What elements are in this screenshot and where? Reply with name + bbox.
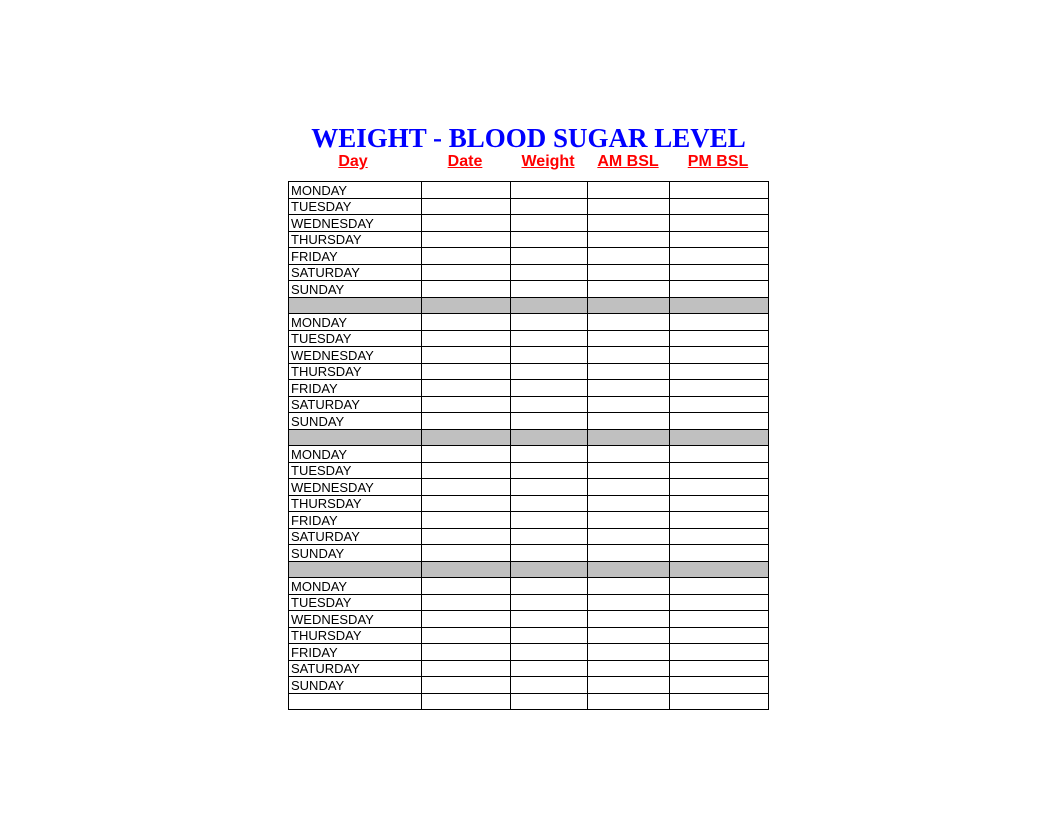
date-cell[interactable] [422,330,511,347]
date-cell[interactable] [422,627,511,644]
weight-cell[interactable] [511,479,588,496]
am-bsl-cell[interactable] [588,594,670,611]
pm-bsl-cell[interactable] [670,330,769,347]
day-cell[interactable]: THURSDAY [289,363,422,380]
day-cell[interactable] [289,693,422,710]
day-cell[interactable]: FRIDAY [289,380,422,397]
pm-bsl-cell[interactable] [670,281,769,298]
table-row [289,330,769,347]
pm-bsl-cell[interactable] [670,198,769,215]
day-cell[interactable]: MONDAY [289,578,422,595]
am-bsl-cell[interactable] [588,215,670,232]
day-cell[interactable]: THURSDAY [289,495,422,512]
day-cell[interactable]: MONDAY [289,314,422,331]
pm-bsl-cell[interactable] [670,413,769,430]
day-cell[interactable]: TUESDAY [289,462,422,479]
date-cell [422,297,511,314]
weight-cell[interactable] [511,281,588,298]
table-row [289,611,769,628]
date-cell[interactable] [422,512,511,529]
header-pm-bsl: PM BSL [687,153,749,170]
pm-bsl-cell[interactable] [670,627,769,644]
pm-bsl-cell[interactable] [670,479,769,496]
table-row [289,198,769,215]
table-row [289,281,769,298]
pm-bsl-cell[interactable] [670,512,769,529]
date-cell[interactable] [422,462,511,479]
table-row [289,644,769,661]
weight-cell[interactable] [511,495,588,512]
day-cell[interactable]: MONDAY [289,446,422,463]
pm-bsl-cell[interactable] [670,462,769,479]
date-cell[interactable] [422,248,511,265]
day-cell[interactable]: WEDNESDAY [289,347,422,364]
table-row [289,264,769,281]
am-bsl-cell[interactable] [588,182,670,199]
table-row [289,528,769,545]
date-cell[interactable] [422,528,511,545]
am-bsl-cell[interactable] [588,578,670,595]
pm-bsl-cell[interactable] [670,380,769,397]
am-bsl-cell[interactable] [588,693,670,710]
table-row [289,594,769,611]
day-cell[interactable]: THURSDAY [289,231,422,248]
table-row [289,363,769,380]
pm-bsl-cell[interactable] [670,231,769,248]
day-cell[interactable]: SUNDAY [289,281,422,298]
pm-bsl-cell[interactable] [670,644,769,661]
weight-cell[interactable] [511,413,588,430]
date-cell[interactable] [422,479,511,496]
weight-cell[interactable] [511,182,588,199]
day-cell[interactable]: WEDNESDAY [289,611,422,628]
page-title: WEIGHT - BLOOD SUGAR LEVEL [311,123,746,153]
table-row [289,677,769,694]
table-row [289,347,769,364]
pm-bsl-cell[interactable] [670,578,769,595]
am-bsl-cell[interactable] [588,231,670,248]
weight-cell[interactable] [511,231,588,248]
pm-bsl-cell[interactable] [670,363,769,380]
day-cell[interactable]: SUNDAY [289,413,422,430]
day-cell[interactable]: SATURDAY [289,528,422,545]
pm-bsl-cell[interactable] [670,528,769,545]
table-row [289,314,769,331]
date-cell[interactable] [422,611,511,628]
pm-bsl-cell[interactable] [670,396,769,413]
am-bsl-cell[interactable] [588,396,670,413]
table-row [289,578,769,595]
table-row [289,479,769,496]
day-cell [289,297,422,314]
day-cell[interactable]: FRIDAY [289,644,422,661]
weight-cell[interactable] [511,528,588,545]
pm-bsl-cell[interactable] [670,314,769,331]
weight-cell[interactable] [511,594,588,611]
am-bsl-cell[interactable] [588,380,670,397]
weight-cell[interactable] [511,512,588,529]
table-row [289,446,769,463]
am-bsl-cell[interactable] [588,198,670,215]
date-cell[interactable] [422,660,511,677]
weight-cell[interactable] [511,627,588,644]
pm-bsl-cell[interactable] [670,660,769,677]
am-bsl-cell[interactable] [588,264,670,281]
am-bsl-cell [588,297,670,314]
date-cell[interactable] [422,264,511,281]
day-cell[interactable]: WEDNESDAY [289,215,422,232]
weight-cell[interactable] [511,248,588,265]
table-row [289,660,769,677]
table-row [289,182,769,199]
weight-cell [511,429,588,446]
log-table-body [289,182,769,710]
weight-cell[interactable] [511,578,588,595]
day-cell[interactable]: SUNDAY [289,677,422,694]
weight-cell[interactable] [511,380,588,397]
pm-bsl-cell[interactable] [670,182,769,199]
am-bsl-cell [588,561,670,578]
pm-bsl-cell [670,297,769,314]
table-row [289,231,769,248]
day-cell[interactable]: TUESDAY [289,594,422,611]
table-row [289,380,769,397]
date-cell[interactable] [422,578,511,595]
am-bsl-cell[interactable] [588,363,670,380]
day-cell[interactable]: TUESDAY [289,330,422,347]
week-separator-row [289,561,769,578]
am-bsl-cell[interactable] [588,446,670,463]
table-row [289,545,769,562]
date-cell[interactable] [422,413,511,430]
am-bsl-cell[interactable] [588,611,670,628]
weight-cell[interactable] [511,545,588,562]
date-cell[interactable] [422,495,511,512]
date-cell[interactable] [422,545,511,562]
date-cell[interactable] [422,314,511,331]
log-table [288,181,769,710]
weight-cell[interactable] [511,264,588,281]
am-bsl-cell[interactable] [588,281,670,298]
pm-bsl-cell[interactable] [670,215,769,232]
am-bsl-cell [588,429,670,446]
weight-cell[interactable] [511,660,588,677]
table-row [289,495,769,512]
am-bsl-cell[interactable] [588,248,670,265]
am-bsl-cell[interactable] [588,330,670,347]
weight-cell[interactable] [511,330,588,347]
date-cell[interactable] [422,693,511,710]
date-cell[interactable] [422,677,511,694]
pm-bsl-cell[interactable] [670,611,769,628]
am-bsl-cell[interactable] [588,314,670,331]
pm-bsl-cell[interactable] [670,693,769,710]
date-cell[interactable] [422,347,511,364]
weight-cell[interactable] [511,611,588,628]
date-cell[interactable] [422,380,511,397]
pm-bsl-cell[interactable] [670,495,769,512]
weight-cell[interactable] [511,347,588,364]
date-cell[interactable] [422,281,511,298]
am-bsl-cell[interactable] [588,347,670,364]
weight-cell[interactable] [511,363,588,380]
date-cell[interactable] [422,446,511,463]
day-cell[interactable]: MONDAY [289,182,422,199]
day-cell[interactable]: FRIDAY [289,512,422,529]
day-cell [289,429,422,446]
day-cell[interactable]: SATURDAY [289,264,422,281]
table-row [289,512,769,529]
am-bsl-cell[interactable] [588,545,670,562]
pm-bsl-cell [670,429,769,446]
week-separator-row [289,429,769,446]
header-weight: Weight [521,153,575,170]
weight-cell[interactable] [511,462,588,479]
day-cell[interactable]: SATURDAY [289,396,422,413]
date-cell[interactable] [422,594,511,611]
am-bsl-cell[interactable] [588,627,670,644]
am-bsl-cell[interactable] [588,660,670,677]
am-bsl-cell[interactable] [588,495,670,512]
date-cell[interactable] [422,215,511,232]
date-cell[interactable] [422,198,511,215]
day-cell[interactable]: WEDNESDAY [289,479,422,496]
date-cell[interactable] [422,644,511,661]
am-bsl-cell[interactable] [588,677,670,694]
am-bsl-cell[interactable] [588,462,670,479]
weight-cell[interactable] [511,198,588,215]
table-row [289,693,769,710]
weight-cell[interactable] [511,396,588,413]
day-cell[interactable]: THURSDAY [289,627,422,644]
am-bsl-cell[interactable] [588,479,670,496]
header-am-bsl: AM BSL [597,153,659,170]
weight-cell[interactable] [511,693,588,710]
weight-cell [511,297,588,314]
date-cell[interactable] [422,231,511,248]
header-date: Date [447,153,483,170]
date-cell[interactable] [422,396,511,413]
table-row [289,396,769,413]
table-row [289,248,769,265]
weight-cell [511,561,588,578]
date-cell [422,429,511,446]
day-cell[interactable]: FRIDAY [289,248,422,265]
weight-cell[interactable] [511,215,588,232]
weight-cell[interactable] [511,446,588,463]
pm-bsl-cell[interactable] [670,347,769,364]
pm-bsl-cell[interactable] [670,677,769,694]
table-row [289,215,769,232]
week-separator-row [289,297,769,314]
am-bsl-cell[interactable] [588,512,670,529]
weight-cell[interactable] [511,314,588,331]
table-row [289,627,769,644]
pm-bsl-cell[interactable] [670,446,769,463]
pm-bsl-cell[interactable] [670,264,769,281]
weight-cell[interactable] [511,644,588,661]
header-day: Day [338,153,368,170]
date-cell [422,561,511,578]
day-cell[interactable]: SATURDAY [289,660,422,677]
day-cell[interactable]: SUNDAY [289,545,422,562]
date-cell[interactable] [422,363,511,380]
weight-cell[interactable] [511,677,588,694]
pm-bsl-cell[interactable] [670,248,769,265]
am-bsl-cell[interactable] [588,528,670,545]
table-row [289,413,769,430]
day-cell[interactable]: TUESDAY [289,198,422,215]
pm-bsl-cell[interactable] [670,545,769,562]
date-cell[interactable] [422,182,511,199]
table-row [289,462,769,479]
pm-bsl-cell[interactable] [670,594,769,611]
am-bsl-cell[interactable] [588,413,670,430]
pm-bsl-cell [670,561,769,578]
day-cell [289,561,422,578]
am-bsl-cell[interactable] [588,644,670,661]
